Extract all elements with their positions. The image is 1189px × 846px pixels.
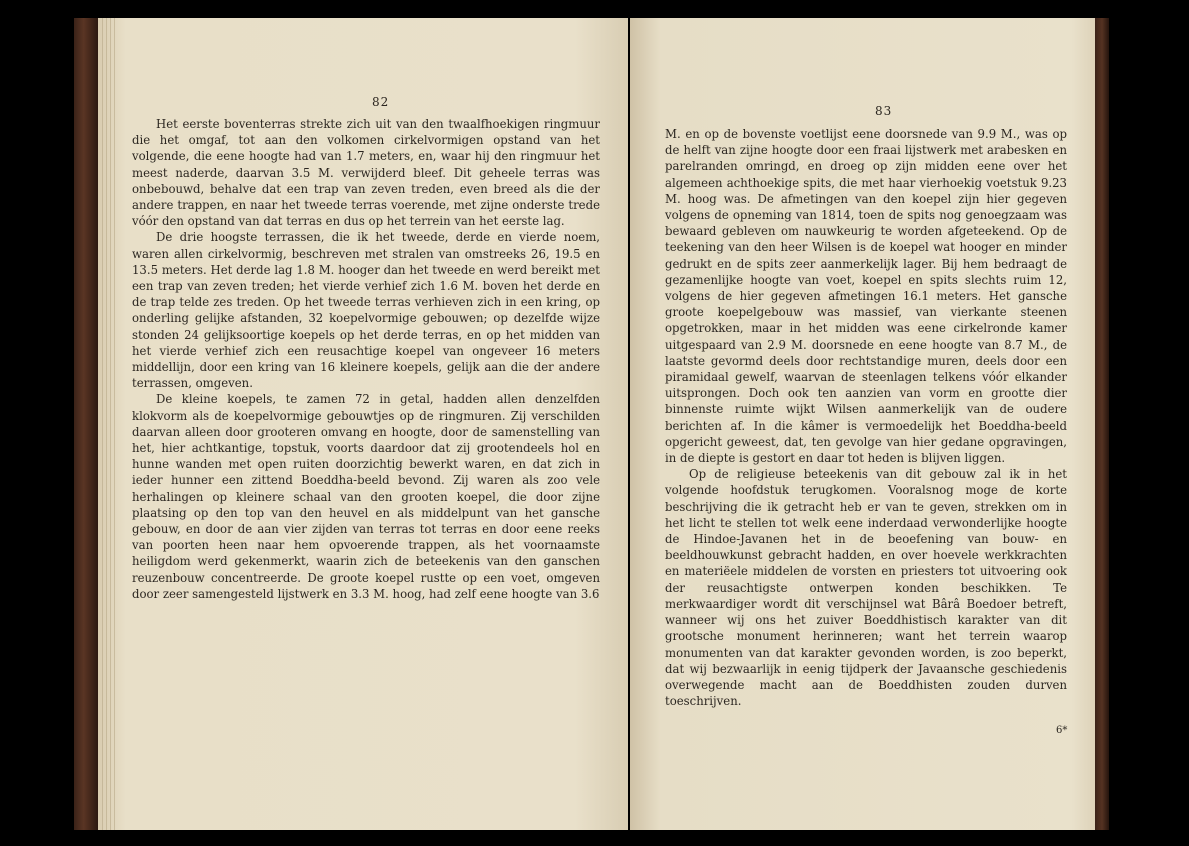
left-page-text — [132, 116, 600, 602]
paragraph: De kleine koepels, te zamen 72 in getal, hadden allen denzelfden klokvorm als de koepelvormige gebouwtjes op de ringmuren. Zij verschilden daarvan alleen door grooteren omvang en hoogte, door de samenstelling van het, hier achtkantige, topstuk, voorts daardoor dat zij grootendeels hol en hunne wanden met open ruiten doorzichtig bewerkt waren, en dat zich in ieder hunner een zittend Boeddha-beeld bevond. Zij waren als zoo vele herhalingen op kleinere schaal van den grooten koepel, die door zijne plaatsing op den top van den heuvel en als middelpunt van het gansche gebouw, en door de aan vier zijden van terras tot terras en door eene reeks van poorten heen naar hem opvoerende trappen, als het voornaamste heiligdom werd gekenmerkt, waarin zich de beteekenis van den ganschen reuzenbouw concentreerde. De groote koepel rustte op een voet, omgeven door zeer samengesteld lijstwerk en 3.3 M. hoog, had zelf eene hoogte van 3.6 — [132, 392, 600, 601]
paragraph: Het eerste boventerras strekte zich uit van den twaalfhoekigen ringmuur die het omgaf, tot aan den volkomen cirkelvormigen opstand van het volgende, die eene hoogte had van 1.7 meters, en, waar hij den ringmuur het meest naderde, daarvan 3.5 M. verwijderd bleef. Dit geheele terras was onbebouwd, behalve dat een trap van zeven treden, even breed als die der andere trappen, en naar het tweede terras voerende, met zijne onderste trede vóór den opstand van dat terras en dus op het terrein van het eerste lag. — [132, 117, 600, 229]
left-page — [98, 18, 628, 830]
book-cover-left-edge — [74, 18, 98, 830]
right-page-number: 83 — [875, 104, 893, 118]
signature-mark: 6* — [1056, 725, 1068, 736]
page-edges — [102, 18, 116, 830]
book-cover-right-edge — [1095, 18, 1109, 830]
paragraph: M. en op de bovenste voetlijst eene doorsnede van 9.9 M., was op de helft van zijne hoogte door een fraai lijstwerk met arabesken en parelranden omringd, en droeg op zijn midden eene over het algemeen achthoekige spits, die met haar vierhoekig voetstuk 9.23 M. hoog was. De afmetingen van den koepel zijn hier gegeven volgens de opneming van 1814, toen de spits nog genoegzaam was bewaard gebleven om nauwkeurig te worden afgeteekend. Op de teekening van den heer Wilsen is de koepel wat hooger en minder gedrukt en de spits zeer aanmerkelijk lager. Bij hem bedraagt de gezamenlijke hoogte van voet, koepel en spits slechts ruim 12, volgens de hier gegeven afmetingen 16.1 meters. Het gansche groote koepelgebouw was massief, van vierkante steenen opgetrokken, maar in het midden was eene cirkelronde kamer uitgespaard van 2.9 M. doorsnede en eene hoogte van 8.7 M., de laatste gevormd deels door rechtstandige muren, deels door een piramidaal gewelf, waarvan de steenlagen telkens vóór elkander uitsprongen. Doch ook ten aanzien van vorm en grootte dier binnenste ruimte wijkt Wilsen aanmerkelijk van de oudere berichten af. In die kâmer is vermoedelijk het Boeddha-beeld opgericht geweest, dat, ten gevolge van hier gedane opgravingen, in de diepte is gestort en daar tot heden is blijven liggen. — [665, 127, 1067, 466]
right-page-text — [665, 126, 1067, 709]
open-book — [74, 18, 1109, 830]
left-page-number: 82 — [372, 95, 390, 109]
paragraph: De drie hoogste terrassen, die ik het tweede, derde en vierde noem, waren allen cirkelvormig, beschreven met stralen van omstreeks 26, 19.5 en 13.5 meters. Het derde lag 1.8 M. hooger dan het tweede en werd bereikt met een trap van zeven treden; het vierde verhief zich 1.6 M. boven het derde en de trap telde zes treden. Op het tweede terras verhieven zich in een kring, op onderling gelijke afstanden, 32 koepelvormige gebouwen; op dezelfde wijze stonden 24 gelijksoortige koepels op het derde terras, en op het midden van het vierde verhief zich een reusachtige koepel van ongeveer 16 meters middellijn, door een kring van 16 kleinere koepels, gelijk aan die der andere terrassen, omgeven. — [132, 230, 600, 391]
right-page — [630, 18, 1095, 830]
paragraph: Op de religieuse beteekenis van dit gebouw zal ik in het volgende hoofdstuk terugkomen. Vooralsnog moge de korte beschrijving die ik getracht heb er van te geven, strekken om in het licht te stellen tot welk eene inderdaad verwonderlijke hoogte de Hindoe-Javanen het in de beoefening van bouw- en beeldhouwkunst gebracht hadden, en over hoevele werkkrachten en materiëele middelen de vorsten en priesters tot uitvoering ook der reusachtigste ontwerpen konden beschikken. Te merkwaardiger wordt dit verschijnsel wat Bârâ Boedoer betreft, wanneer wij ons het zuiver Boeddhistisch karakter van dit grootsche monument herinneren; want het terrein waarop monumenten van dat karakter gevonden worden, is zoo beperkt, dat wij bezwaarlijk in eenig tijdperk der Javaansche geschiedenis overwegende macht aan de Boeddhisten zouden durven toeschrijven. — [665, 467, 1067, 709]
